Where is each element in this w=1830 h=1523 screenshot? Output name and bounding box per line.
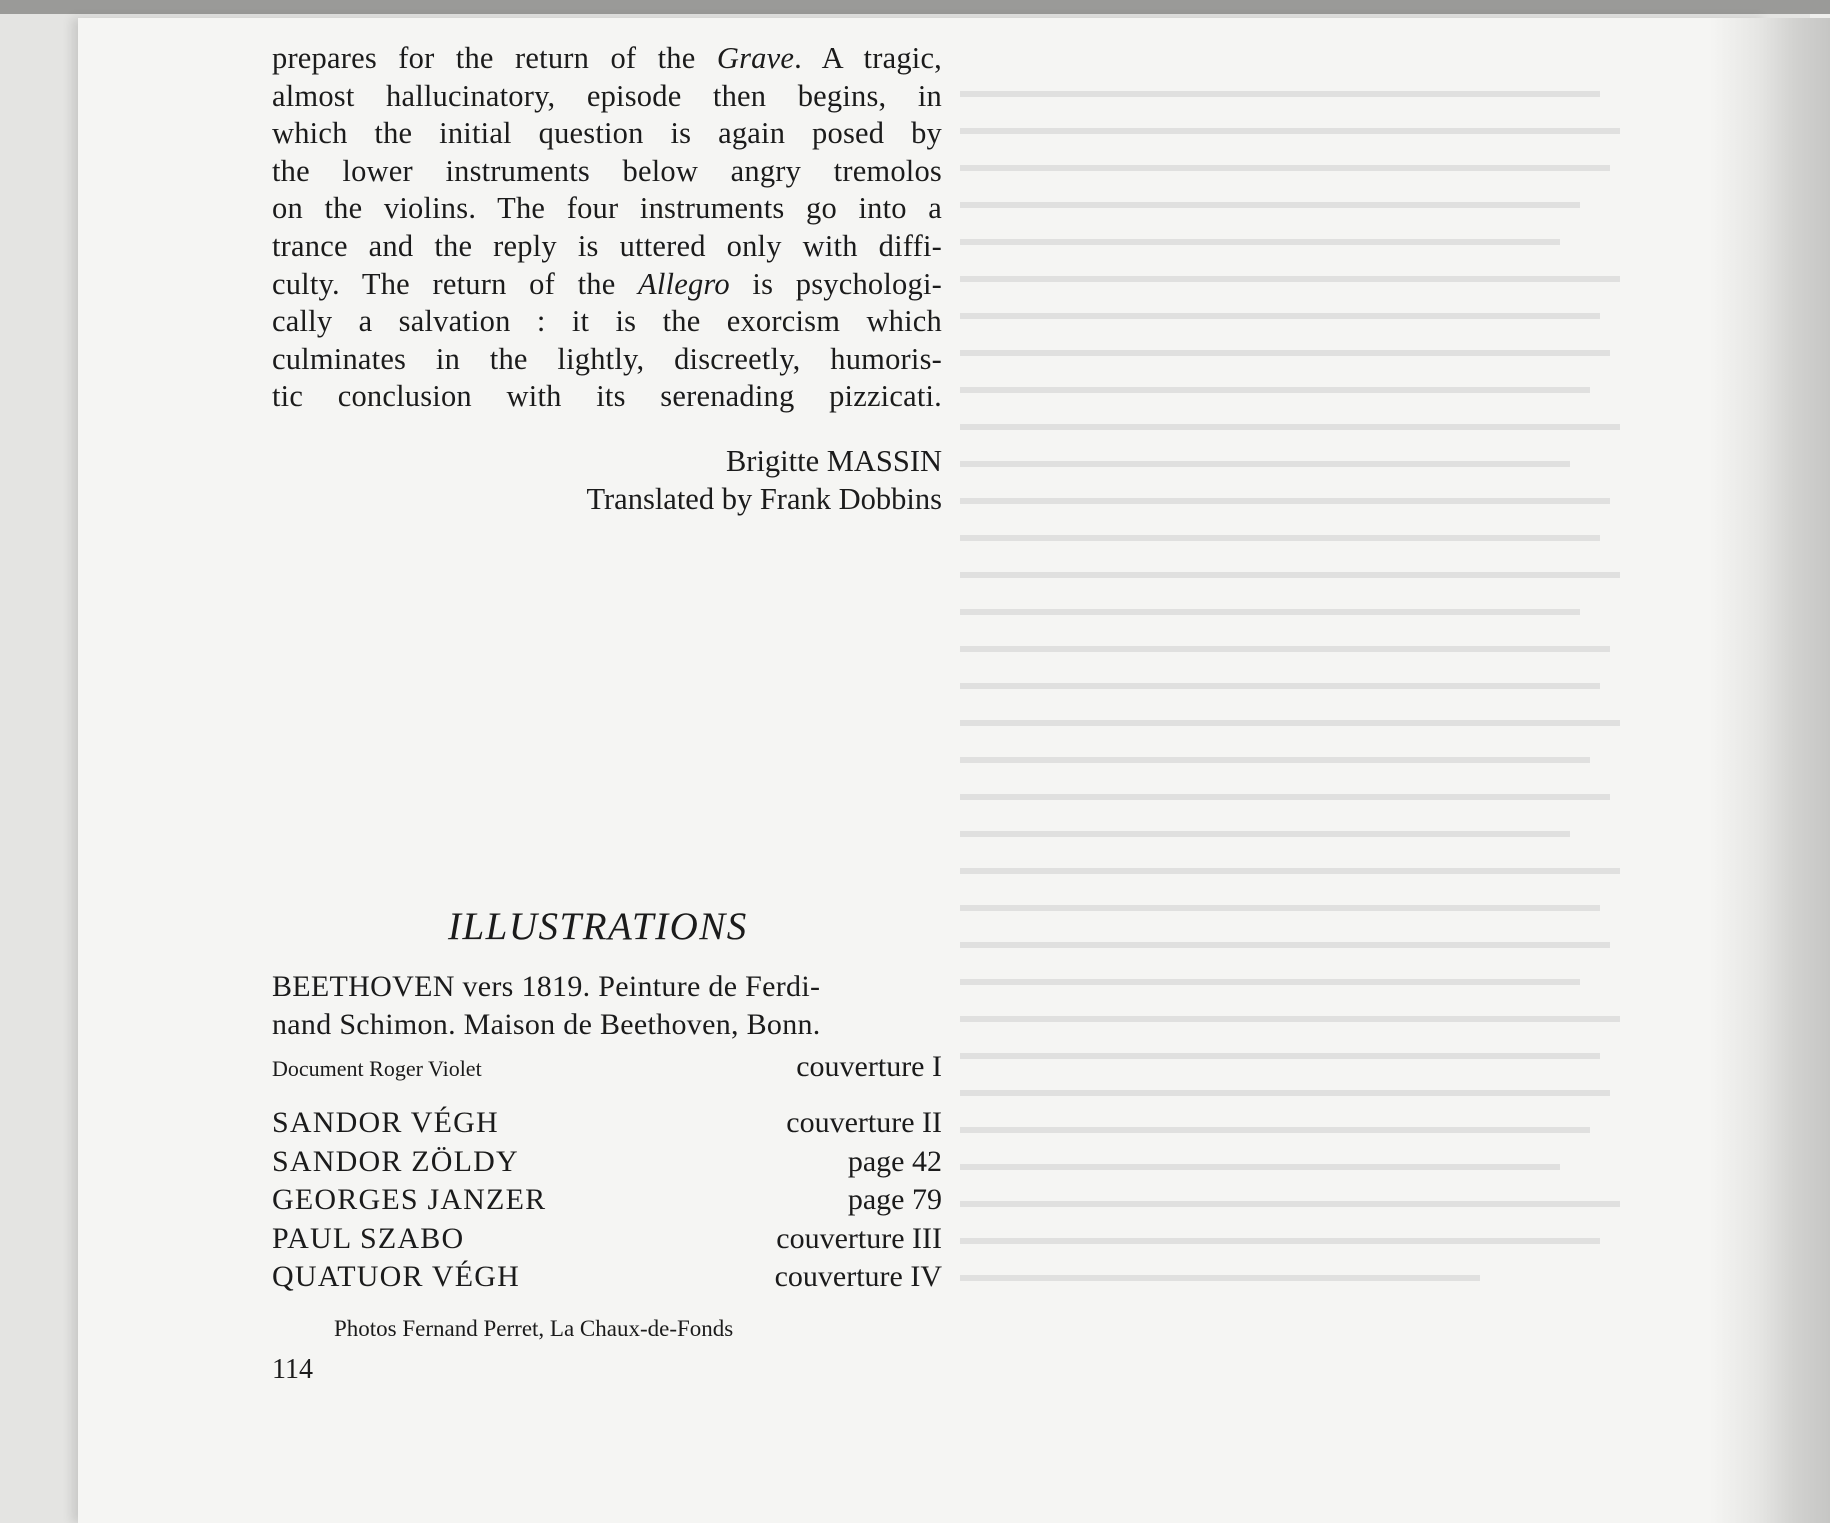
document-credit: Document Roger Violet	[272, 1056, 482, 1081]
body-line	[272, 115, 942, 153]
body-text: trance and the reply is uttered only with diffi-	[272, 228, 942, 263]
page-number: 114	[272, 1354, 313, 1385]
italic-term: Allegro	[638, 266, 730, 301]
illustrations-heading: ILLUSTRATIONS	[448, 905, 748, 948]
illustration-subject: SANDOR VÉGH	[272, 1106, 499, 1139]
body-text: culty. The return of the	[272, 266, 639, 301]
illustration-subject: GEORGES JANZER	[272, 1183, 547, 1216]
body-line	[272, 228, 942, 266]
body-line	[272, 303, 942, 341]
book-edge	[0, 0, 1830, 14]
illustration-subject: SANDOR ZÖLDY	[272, 1144, 519, 1178]
illustration-location: page 42	[847, 1144, 942, 1178]
body-text: prepares for the return of the	[272, 41, 717, 75]
body-line	[272, 266, 942, 304]
illustration-location: couverture II	[786, 1106, 942, 1139]
body-text: . A tragic,	[794, 41, 943, 75]
body-text: is psychologi-	[729, 266, 942, 301]
illustration-entry	[272, 1183, 942, 1217]
beethoven-caption-line-1: BEETHOVEN vers 1819. Peinture de Ferdi-	[272, 970, 821, 1003]
illustration-entry	[272, 1222, 942, 1256]
illustration-location: page 79	[847, 1183, 942, 1216]
body-line	[272, 40, 942, 78]
show-through-texture	[960, 40, 1690, 1330]
body-text: cally a salvation : it is the exorcism which	[272, 304, 942, 339]
translator-credit: Translated by Frank Dobbins	[586, 482, 942, 516]
body-line	[272, 78, 942, 116]
illustration-subject: QUATUOR VÉGH	[272, 1260, 521, 1293]
photo-credit: Photos Fernand Perret, La Chaux-de-Fonds	[334, 1316, 734, 1341]
body-line	[272, 190, 942, 228]
illustration-subject: PAUL SZABO	[272, 1221, 465, 1255]
illustration-entry	[272, 1106, 942, 1140]
body-text: tic conclusion with its serenading pizzicati.	[272, 379, 942, 414]
author-signature: Brigitte MASSIN	[725, 444, 942, 478]
body-text: on the violins. The four instruments go into a	[272, 191, 942, 226]
body-text: the lower instruments below angry tremolos	[272, 153, 942, 188]
italic-term: Grave	[716, 41, 795, 75]
document-location: couverture I	[796, 1050, 942, 1083]
page-gutter-shadow	[1710, 18, 1830, 1523]
body-line	[272, 341, 942, 379]
illustration-entry	[272, 1145, 942, 1179]
body-text: almost hallucinatory, episode then begins, in	[272, 78, 942, 113]
body-paragraph	[272, 40, 942, 416]
body-line	[272, 153, 942, 191]
illustration-entry	[272, 1260, 942, 1294]
body-text: which the initial question is again posed by	[272, 116, 942, 151]
body-line	[272, 378, 942, 416]
beethoven-caption-line-2: nand Schimon. Maison de Beethoven, Bonn.	[272, 1008, 821, 1041]
document-credit-row	[272, 1050, 942, 1084]
body-text: culminates in the lightly, discreetly, humoris-	[272, 341, 942, 376]
illustration-location: couverture III	[776, 1221, 942, 1255]
illustration-location: couverture IV	[774, 1260, 942, 1293]
document-page	[272, 40, 943, 1385]
